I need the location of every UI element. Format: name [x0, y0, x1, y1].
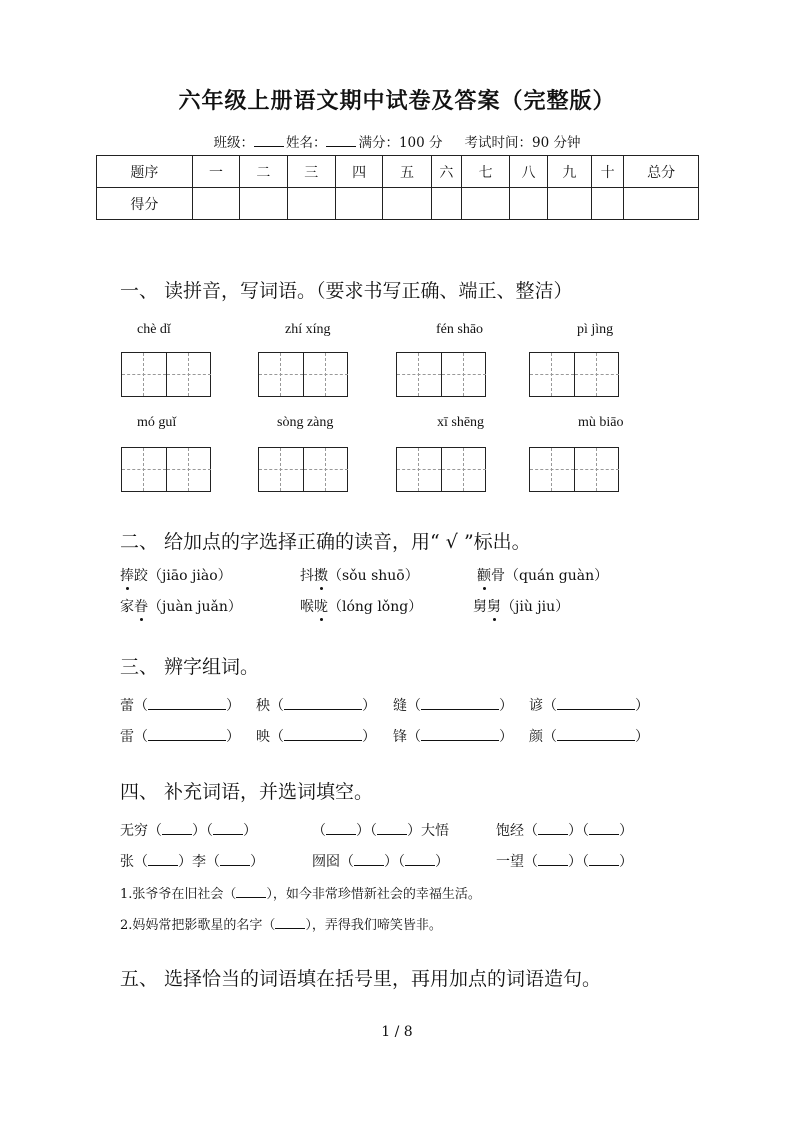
dotted-char: 捧 — [120, 565, 134, 585]
paren: ） — [407, 823, 421, 839]
answer-blank[interactable] — [148, 852, 178, 866]
dotted-char: 擞 — [314, 565, 328, 585]
score-cell[interactable] — [335, 188, 382, 220]
paren: ） — [226, 729, 240, 745]
sentence-text: 2.妈妈常把影歌星的名字（ — [120, 918, 276, 933]
answer-blank[interactable] — [589, 821, 619, 835]
word-group-item[interactable] — [529, 695, 649, 715]
idiom-fill[interactable] — [120, 851, 264, 871]
score-cell[interactable] — [461, 188, 509, 220]
answer-blank[interactable] — [538, 852, 568, 866]
idiom-text: 无穷 — [120, 823, 148, 839]
paren: （ — [524, 854, 538, 870]
writing-grid[interactable] — [121, 352, 211, 397]
item-options: （jiù jiu） — [501, 599, 570, 615]
section1-heading: 一、 读拼音，写词语。（要求书写正确、端正、整洁） — [120, 280, 573, 302]
name-label: 姓名： — [285, 135, 327, 151]
answer-blank[interactable] — [148, 696, 226, 710]
pinyin-label: sòng zàng — [277, 415, 334, 430]
score-cell[interactable] — [240, 188, 287, 220]
word-group-item[interactable] — [120, 726, 240, 746]
reading-item[interactable] — [300, 596, 422, 616]
section4-heading: 四、 补充词语，并选词填空。 — [120, 781, 374, 803]
item-options: （sǒu shuō） — [328, 568, 419, 584]
answer-blank[interactable] — [421, 696, 499, 710]
reading-item[interactable] — [300, 565, 419, 585]
item-options: （juàn juǎn） — [148, 599, 242, 615]
paren: （ — [134, 698, 148, 714]
idiom-text: 李 — [192, 854, 206, 870]
answer-blank[interactable] — [162, 821, 192, 835]
answer-blank[interactable] — [284, 727, 362, 741]
item-options: （lóng lǒng） — [328, 599, 423, 615]
paren: ） — [384, 854, 398, 870]
paren: ） — [178, 854, 192, 870]
paren: （ — [370, 823, 377, 839]
page-number: 1 / 8 — [381, 1024, 413, 1040]
writing-grid[interactable] — [396, 352, 486, 397]
paren: ） — [619, 823, 633, 839]
sentence-1[interactable] — [120, 883, 481, 902]
idiom-text: 张 — [120, 854, 134, 870]
score-cell[interactable] — [547, 188, 591, 220]
writing-grid[interactable] — [258, 352, 348, 397]
header-cell: 一 — [192, 156, 239, 188]
paren: （ — [582, 823, 589, 839]
score-cell[interactable] — [383, 188, 431, 220]
word-group-item[interactable] — [393, 695, 513, 715]
paren: ） — [243, 823, 257, 839]
writing-grid[interactable] — [529, 352, 619, 397]
paren: ） — [568, 854, 582, 870]
paren: （ — [206, 823, 213, 839]
word-group-item[interactable] — [256, 695, 376, 715]
section5-heading: 五、 选择恰当的词语填在括号里，再用加点的词语造句。 — [120, 968, 602, 990]
paren: ） — [619, 854, 633, 870]
score-cell[interactable] — [624, 188, 699, 220]
idiom-fill[interactable] — [312, 851, 449, 871]
idiom-text: 囫囵 — [312, 854, 340, 870]
char: 秧 — [256, 698, 270, 714]
row-label: 得分 — [97, 188, 193, 220]
answer-blank[interactable] — [589, 852, 619, 866]
score-table-header — [97, 156, 699, 188]
item-text: 舅 — [473, 599, 487, 615]
header-cell: 九 — [547, 156, 591, 188]
answer-blank[interactable] — [557, 696, 635, 710]
answer-blank[interactable] — [213, 821, 243, 835]
header-cell: 五 — [383, 156, 431, 188]
paren: ） — [250, 854, 264, 870]
paren: （ — [524, 823, 538, 839]
word-group-item[interactable] — [393, 726, 513, 746]
reading-item[interactable] — [477, 565, 608, 585]
answer-blank[interactable] — [377, 821, 407, 835]
score-cell[interactable] — [431, 188, 461, 220]
pinyin-label: pì jìng — [577, 322, 614, 337]
paren: （ — [206, 854, 220, 870]
answer-blank[interactable] — [148, 727, 226, 741]
paren: ） — [356, 823, 370, 839]
score-cell[interactable] — [510, 188, 547, 220]
header-cell: 六 — [431, 156, 461, 188]
paren: （ — [270, 698, 284, 714]
reading-item[interactable] — [120, 565, 232, 585]
sentence-text: ），弄得我们啼笑皆非。 — [305, 918, 442, 933]
item-text: 家 — [120, 599, 134, 615]
paren: ） — [499, 729, 513, 745]
reading-item[interactable] — [473, 596, 569, 616]
pinyin-label: xī shēng — [437, 415, 485, 430]
char: 雷 — [120, 729, 134, 745]
paren: ） — [192, 823, 206, 839]
answer-blank[interactable] — [421, 727, 499, 741]
full-score: 满分：100 分 — [358, 135, 443, 151]
sentence-text: ），如今非常珍惜新社会的幸福生活。 — [266, 887, 481, 902]
paren: （ — [407, 729, 421, 745]
char: 锋 — [393, 729, 407, 745]
answer-blank[interactable] — [326, 821, 356, 835]
paren: ） — [635, 729, 649, 745]
idiom-fill[interactable] — [120, 820, 257, 840]
char: 缝 — [393, 698, 407, 714]
page-title: 六年级上册语文期中试卷及答案（完整版） — [178, 88, 616, 114]
idiom-text: 一望 — [496, 854, 524, 870]
paren: （ — [134, 729, 148, 745]
word-group-item[interactable] — [256, 726, 376, 746]
pinyin-label: chè dǐ — [137, 322, 171, 337]
idiom-text: 大悟 — [421, 823, 449, 839]
word-group-item[interactable] — [120, 695, 240, 715]
header-cell: 四 — [335, 156, 382, 188]
item-options: 跤（jiāo jiào） — [134, 568, 232, 584]
paren: （ — [312, 823, 326, 839]
paren: ） — [226, 698, 240, 714]
writing-grid[interactable] — [529, 447, 619, 492]
idiom-fill[interactable] — [312, 820, 449, 840]
paren: ） — [635, 698, 649, 714]
answer-blank[interactable] — [354, 852, 384, 866]
score-cell[interactable] — [592, 188, 624, 220]
section2-heading: 二、 给加点的字选择正确的读音，用“ √ ”标出。 — [120, 531, 531, 553]
item-options: 骨（quán guàn） — [491, 568, 609, 584]
item-text: 抖 — [300, 568, 314, 584]
header-cell: 十 — [592, 156, 624, 188]
answer-blank[interactable] — [284, 696, 362, 710]
pinyin-label: fén shāo — [436, 322, 484, 337]
exam-info — [0, 131, 794, 151]
dotted-char: 咙 — [314, 596, 328, 616]
answer-blank[interactable] — [557, 727, 635, 741]
paren: （ — [398, 854, 405, 870]
header-cell: 八 — [510, 156, 547, 188]
pinyin-label: mù biāo — [578, 415, 624, 430]
class-blank[interactable] — [254, 134, 284, 147]
idiom-fill[interactable] — [496, 851, 633, 871]
idiom-fill[interactable] — [496, 820, 633, 840]
answer-blank[interactable] — [275, 915, 305, 929]
dotted-char: 舅 — [487, 596, 501, 616]
paren: （ — [582, 854, 589, 870]
char: 映 — [256, 729, 270, 745]
item-text: 喉 — [300, 599, 314, 615]
answer-blank[interactable] — [236, 884, 266, 898]
answer-blank[interactable] — [538, 821, 568, 835]
header-cell: 三 — [287, 156, 335, 188]
name-blank[interactable] — [326, 134, 356, 147]
score-table — [96, 155, 699, 220]
paren: ） — [435, 854, 449, 870]
paren: （ — [134, 854, 148, 870]
pinyin-label: zhí xíng — [285, 322, 331, 337]
paren: （ — [270, 729, 284, 745]
dotted-char: 眷 — [134, 596, 148, 616]
paren: ） — [568, 823, 582, 839]
writing-grid[interactable] — [258, 447, 348, 492]
char: 谚 — [529, 698, 543, 714]
section3-heading: 三、 辨字组词。 — [120, 656, 260, 678]
sentence-text: 1.张爷爷在旧社会（ — [120, 887, 237, 902]
paren: （ — [148, 823, 162, 839]
answer-blank[interactable] — [220, 852, 250, 866]
paren: （ — [407, 698, 421, 714]
paren: （ — [340, 854, 354, 870]
sentence-2[interactable] — [120, 914, 442, 933]
score-cell[interactable] — [192, 188, 239, 220]
class-label: 班级： — [213, 135, 254, 151]
exam-time: 考试时间：90 分钟 — [464, 135, 581, 151]
writing-grid[interactable] — [121, 447, 211, 492]
paren: （ — [543, 729, 557, 745]
reading-item[interactable] — [120, 596, 242, 616]
header-cell: 二 — [240, 156, 287, 188]
char: 颜 — [529, 729, 543, 745]
paren: ） — [362, 698, 376, 714]
char: 蕾 — [120, 698, 134, 714]
header-cell: 总分 — [624, 156, 699, 188]
answer-blank[interactable] — [405, 852, 435, 866]
score-cell[interactable] — [287, 188, 335, 220]
word-group-item[interactable] — [529, 726, 649, 746]
header-cell: 题序 — [97, 156, 193, 188]
paren: ） — [362, 729, 376, 745]
paren: （ — [543, 698, 557, 714]
pinyin-label: mó guǐ — [137, 415, 177, 430]
paren: ） — [499, 698, 513, 714]
score-table-row — [97, 188, 699, 220]
header-cell: 七 — [461, 156, 509, 188]
writing-grid[interactable] — [396, 447, 486, 492]
dotted-char: 颧 — [477, 565, 491, 585]
idiom-text: 饱经 — [496, 823, 524, 839]
